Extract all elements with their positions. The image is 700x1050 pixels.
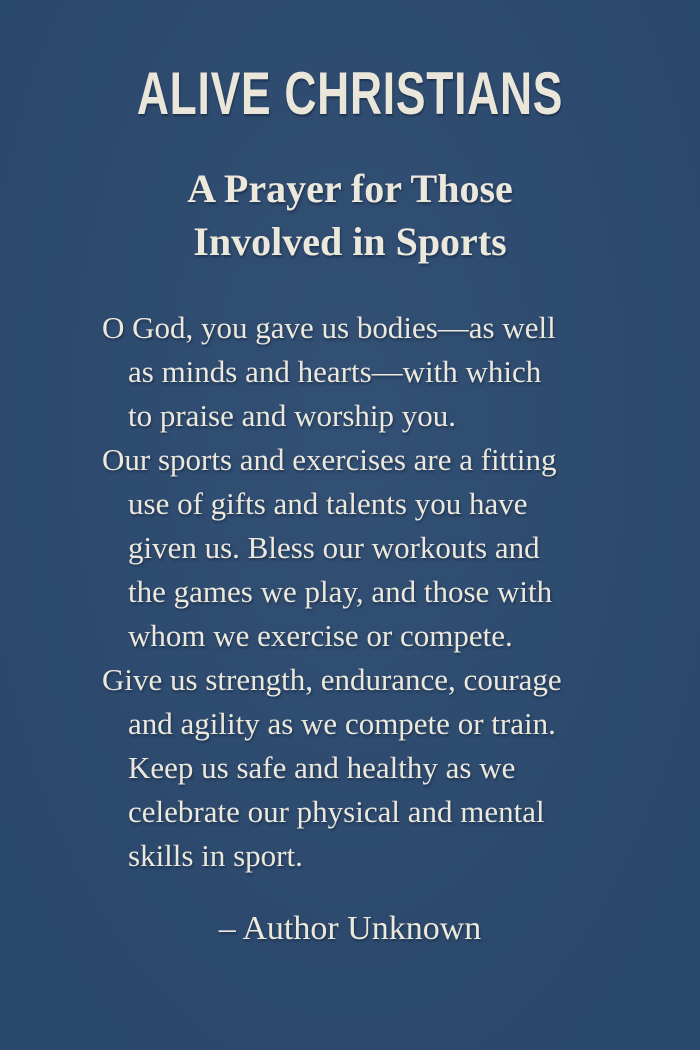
prayer-line: whom we exercise or compete. bbox=[128, 618, 513, 653]
prayer-line: Keep us safe and healthy as we bbox=[128, 750, 516, 785]
attribution: – Author Unknown bbox=[218, 910, 482, 947]
prayer-line: use of gifts and talents you have bbox=[128, 486, 528, 521]
subtitle-line-2: Involved in Sports bbox=[193, 219, 507, 264]
prayer-line: celebrate our physical and mental bbox=[128, 794, 545, 829]
prayer-line: and agility as we compete or train. bbox=[128, 706, 556, 741]
poster-title: ALIVE CHRISTIANS bbox=[136, 60, 564, 127]
prayer-line: given us. Bless our workouts and bbox=[128, 530, 540, 565]
subtitle-line-1: A Prayer for Those bbox=[187, 166, 513, 211]
prayer-line: as minds and hearts—with which bbox=[128, 354, 542, 389]
prayer-line: to praise and worship you. bbox=[128, 398, 457, 433]
prayer-text bbox=[0, 306, 700, 878]
prayer-line: Our sports and exercises are a fitting bbox=[102, 442, 557, 477]
prayer-line: skills in sport. bbox=[128, 838, 303, 873]
prayer-line: the games we play, and those with bbox=[128, 574, 553, 609]
poster-subtitle bbox=[0, 162, 700, 268]
prayer-line: Give us strength, endurance, courage bbox=[102, 662, 562, 697]
prayer-line: O God, you gave us bodies—as well bbox=[102, 310, 556, 345]
